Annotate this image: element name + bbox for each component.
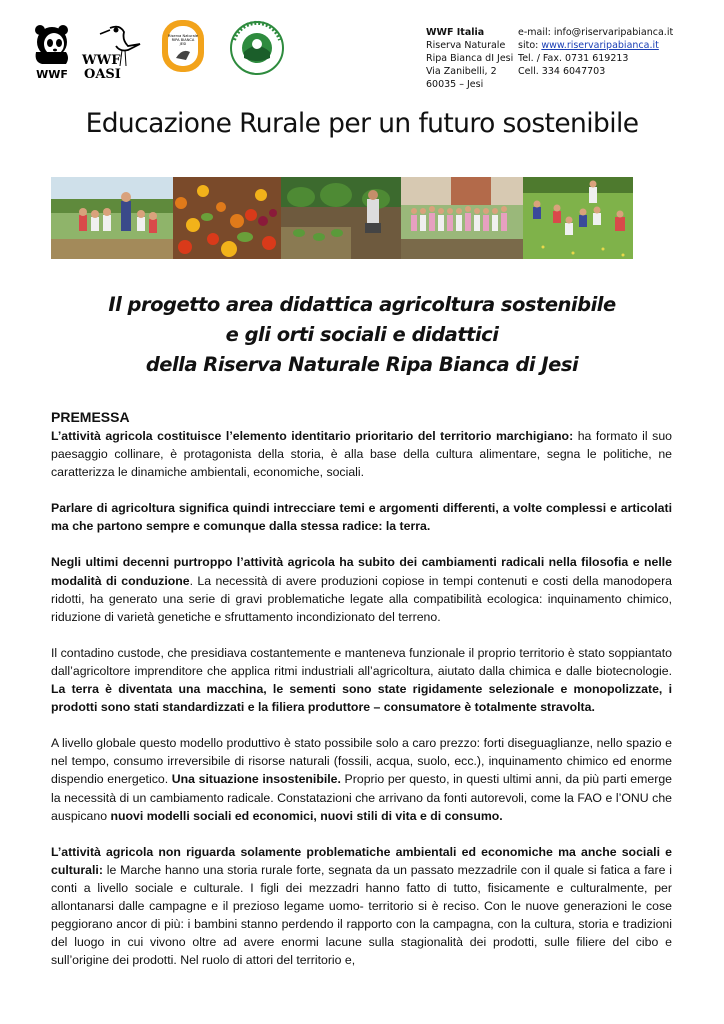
paragraph-6-text: le Marche hanno una storia rurale forte, segnata da un passato mezzadrile con il quale si fatica a fare i conti a livello sociale e culturale. I figli dei mezzadri hanno fatto di tutto, fisicamente e culturalmente, per allontanarsi dalle campagne e il prezioso legame uomo- territorio si è reciso. Con le nuove generazioni le cose peggiorano ancor di più: i bambini stanno perdendo il rapporto con la campagna, con la cultura, storia e tradizioni del luogo in cui vivono oltre ad avere enormi lacune sulla stagionalità dei prodotti, sulle filiere del cibo e sull’origine dei prodotti. Nel ruolo di attori del territorio e, <box>51 862 672 968</box>
paragraph-5-text-a: A livello globale questo modello produttivo è stato possibile solo a caro prezzo: forti diseguaglianze, nello spazio e nel tempo, consumo irreversibile di risorse naturali (fossili, acqua, suolo, ecc.), inquinamento chimico ed enorme dispendio energetico. <box>51 736 672 787</box>
paragraph-5-text-b: Proprio per questo, in questi ultimi anni, da più parti emerge la necessità di un cambiamento radicale. Constatazioni che arrivano da fonti autorevoli, come la FAO e l’ONU che auspicano <box>51 772 672 823</box>
document-title: Educazione Rurale per un futuro sostenibile <box>85 108 639 139</box>
svg-text:OASI: OASI <box>84 67 121 82</box>
photo-children-meadow <box>523 177 633 259</box>
paragraph-1 <box>51 427 672 481</box>
paragraph-5-bold-a: Una situazione insostenibile. <box>171 772 341 787</box>
photo-vegetables <box>173 177 281 259</box>
paragraph-4-text: Il contadino custode, che presidiava costantemente e manteneva funzionale il proprio territorio è stato soppiantato dall’agricoltore imprenditore che applica ritmi industriali all’agricoltura, aiutato dalla chimica e dalle biotecnologie. <box>51 645 672 678</box>
paragraph-4 <box>51 644 672 716</box>
paragraph-2-bold: Parlare di agricoltura significa quindi intrecciare temi e argomenti differenti, a volte complessi e articolati ma che partono sempre e comunque dalla stessa radice: la terra. <box>51 501 672 534</box>
org-name: WWF Italia <box>426 27 485 38</box>
section-heading: PREMESSA <box>51 409 130 425</box>
paragraph-4-bold: La terra è diventata una macchina, le sementi sono state rigidamente selezionale e monopolizzate, i prodotti sono stati standardizzati e la filiera produttore – consumatore è totalmente stravolta. <box>51 682 672 715</box>
cell-text: Cell. 334 6047703 <box>518 66 606 77</box>
subtitle-line: Il progetto area didattica agricoltura sostenibile <box>108 293 616 316</box>
subtitle-line: e gli orti sociali e didattici <box>225 323 499 346</box>
photo-school-group <box>401 177 523 259</box>
address-line: Ripa Bianca dI Jesi <box>426 53 514 64</box>
wwf-oasi-logo <box>80 22 150 82</box>
phone-text: Tel. / Fax. 0731 619213 <box>518 53 629 64</box>
paragraph-1-bold: L’attività agricola costituisce l’elemento identitario prioritario del territorio marchigiano: <box>51 429 574 443</box>
wwf-panda-logo <box>30 22 74 82</box>
website-prefix: sito: <box>518 40 542 51</box>
paragraph-5-bold-b: nuovi modelli sociali ed economici, nuovi stili di vita e di consumo. <box>110 808 503 823</box>
document-body <box>51 408 672 969</box>
address-line: 60035 – Jesi <box>426 79 484 90</box>
paragraph-6 <box>51 843 672 970</box>
photo-strip <box>51 177 633 259</box>
paragraph-2 <box>51 499 672 535</box>
website-line <box>518 39 718 52</box>
wwf-logo-text: WWF <box>36 68 68 81</box>
contact-address-block <box>426 26 518 91</box>
document-subtitle <box>0 290 724 380</box>
paragraph-3-bold: Negli ultimi decenni purtroppo l’attività agricola ha subito dei cambiamenti radicali nella filosofia e nelle modalità di conduzione <box>51 555 672 588</box>
paragraph-3-text: . La necessità di avere produzioni copiose in tempi contenuti e costi della manodopera ridotti, ha generato una serie di gravi problematiche legate alla compatibilità ecologica: inquinamento chimico, riduzione di varietà genetiche e sfruttamento incondizionato del terreno. <box>51 573 672 624</box>
centro-educazione-logo <box>226 20 288 78</box>
website-link[interactable]: www.riservaripabianca.it <box>541 40 659 51</box>
paragraph-1-text: ha formato il suo paesaggio collinare, è protagonista della storia, è alla base della cultura alimentare, segna le politiche, ne caratterizza le dinamiche ambientali, economiche, sociali. <box>51 429 672 480</box>
svg-text:Riserva Naturale: Riserva Naturale <box>168 34 198 38</box>
svg-text:RIPA BIANCA: RIPA BIANCA <box>171 38 195 42</box>
paragraph-5 <box>51 734 672 824</box>
contact-info-block <box>518 26 718 78</box>
address-line: Riserva Naturale <box>426 40 506 51</box>
subtitle-line: della Riserva Naturale Ripa Bianca di Jesi <box>145 353 579 376</box>
photo-children-field <box>51 177 173 259</box>
email-text: e-mail: info@riservaripabianca.it <box>518 27 674 38</box>
riserva-logo <box>160 18 206 74</box>
logo-bar <box>30 18 350 82</box>
address-line: Via Zanibelli, 2 <box>426 66 497 77</box>
paragraph-6-bold: L’attività agricola non riguarda solamente problematiche ambientali ed economiche ma anche sociali e culturali: <box>51 844 672 877</box>
paragraph-3 <box>51 553 672 625</box>
photo-gardening <box>281 177 401 259</box>
svg-text:JESI: JESI <box>179 42 187 46</box>
svg-text:WWF: WWF <box>82 53 121 68</box>
